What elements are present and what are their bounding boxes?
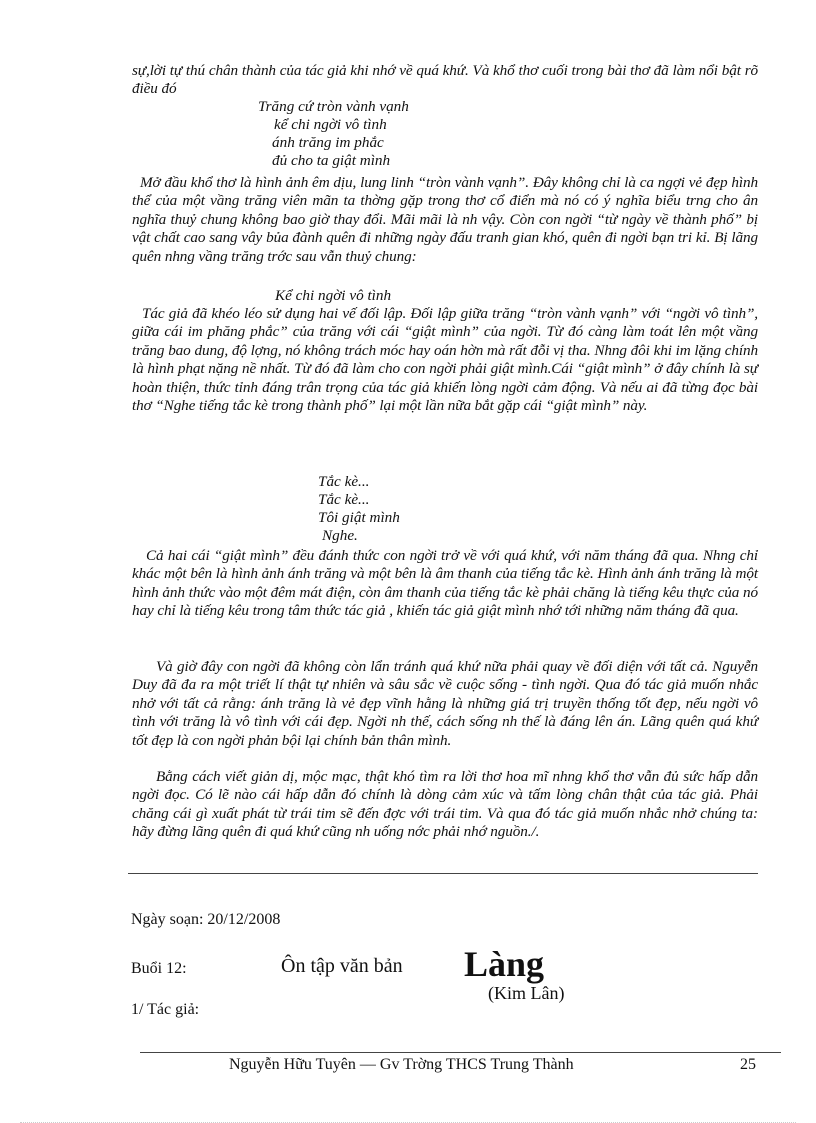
paragraph-1: sự,lời tự thú chân thành của tác giả khi nhớ về quá khứ. Và khổ thơ cuối trong bài thơ đã làm nổi bật rõ điều đó [132,62,758,98]
footer-rule [140,1052,781,1053]
verse-1-line-4: đủ cho ta giật mình [272,152,391,169]
date-line: Ngày soạn: 20/12/2008 [131,911,281,928]
lesson-title: Ôn tập văn bản [281,955,403,977]
verse-1-line-2: kể chi ngời vô tình [274,116,387,133]
verse-2-line-1: Kể chi ngời vô tình [275,287,392,304]
verse-3-line-4: Nghe. [322,527,358,544]
verse-block-2 [275,287,391,305]
verse-1-line-1: Trăng cứ tròn vành vạnh [258,98,409,115]
page-number: 25 [740,1056,756,1073]
section-divider [128,873,758,874]
paragraph-3: Tác giả đã khéo léo sử dụng hai vế đối lập. Đối lập giữa trăng “tròn vành vạnh” với “ngời vô tình”, giữa cái im phăng phắc” của trăng với cái “giật mình” của ngời. Từ đó càng làm toát lên một vầng trăng bao dung, độ lợng, nó không trách móc hay oán hờn mà rất đỗi vị tha. Nhng đôi khi im lặng chính là hình phạt nặng nề nhất. Từ đó đã làm cho con ngời phải giật mình.Cái “giật mình” ở đây chính là sự hoàn thiện, thức tỉnh đáng trân trọng của tác giả khiến lòng ngời cảm động. Và nếu ai đã từng đọc bài thơ “Nghe tiếng tắc kè trong thành phố” lại một lần nữa bắt gặp cái “giật mình” này. [132,305,758,415]
paragraph-2: Mở đầu khổ thơ là hình ảnh êm dịu, lung linh “tròn vành vạnh”. Đây không chỉ là ca ngợi vẻ đẹp hình thể của một vầng trăng viên mãn ta thờng gặp trong thơ cổ điển mà nó có ý nghĩa biểu trng cho ân nghĩa thuỷ chung không bao giờ thay đổi. Mãi mãi là nh vậy. Còn con ngời “từ ngày về thành phố” bị vật chất cao sang vây bủa đành quên đi những ngày đấu tranh gian khó, quên đi ngời bạn tri kỉ. Bị lãng quên nhng vầng trăng trớc sau vẫn thuỷ chung: [132,174,758,265]
verse-3-line-2: Tắc kè... [318,491,370,508]
verse-block-3 [318,473,400,545]
work-author: (Kim Lân) [488,983,565,1003]
paragraph-6: Bằng cách viết giản dị, mộc mạc, thật khó tìm ra lời thơ hoa mĩ nhng khổ thơ vẫn đủ sức hấp dẫn ngời đọc. Có lẽ nào cái hấp dẫn đó chính là dòng cảm xúc và tấm lòng chân thật của tác giả. Phải chăng cái gì xuất phát từ trái tim sẽ đến đợc với trái tim. Và qua đó tác giả muốn nhắc nhở chúng ta: hãy đừng lãng quên đi quá khứ cũng nh uống nớc phải nhớ nguồn./. [132,768,758,841]
paragraph-4: Cả hai cái “giật mình” đều đánh thức con ngời trở về với quá khứ, với năm tháng đã qua. Nhng chỉ khác một bên là hình ảnh ánh trăng và một bên là âm thanh của tiếng tắc kè. Hình ảnh ánh trăng là một hình ảnh thức vào một đêm mát điện, còn âm thanh của tiếng tắc kè phải chăng là tiếng kêu thực của nó hay chỉ là tiếng kêu trong tâm thức tác giả , khiến tác giả giật mình nhớ tới những năm tháng đã qua. [132,547,758,620]
verse-3-line-3: Tôi giật mình [318,509,400,526]
paragraph-5: Và giờ đây con ngời đã không còn lẩn tránh quá khứ nữa phải quay về đối diện với tất cả. Nguyễn Duy đã đa ra một triết lí thật tự nhiên và sâu sắc về cuộc sống - tình ngời. Qua đó tác giả muốn nhắc nhở với tất cả rằng: ánh trăng là vẻ đẹp vĩnh hằng là những giá trị truyền thống tốt đẹp, nếu ngời vô tình với trăng là vô tình với cái đẹp. Ngời nh thế, cách sống nh thế là đáng lên án. Lãng quên quá khứ tốt đẹp là con ngời phản bội lại chính bản thân mình. [132,658,758,749]
section-heading-author: 1/ Tác giả: [131,1001,200,1018]
verse-3-line-1: Tắc kè... [318,473,370,490]
session-label: Buổi 12: [131,960,187,977]
footer-author: Nguyễn Hữu Tuyên — Gv Trờng THCS Trung Thành [229,1056,574,1073]
verse-block-1 [258,98,409,170]
work-title: Làng [464,944,545,984]
verse-1-line-3: ánh trăng im phắc [272,134,384,151]
